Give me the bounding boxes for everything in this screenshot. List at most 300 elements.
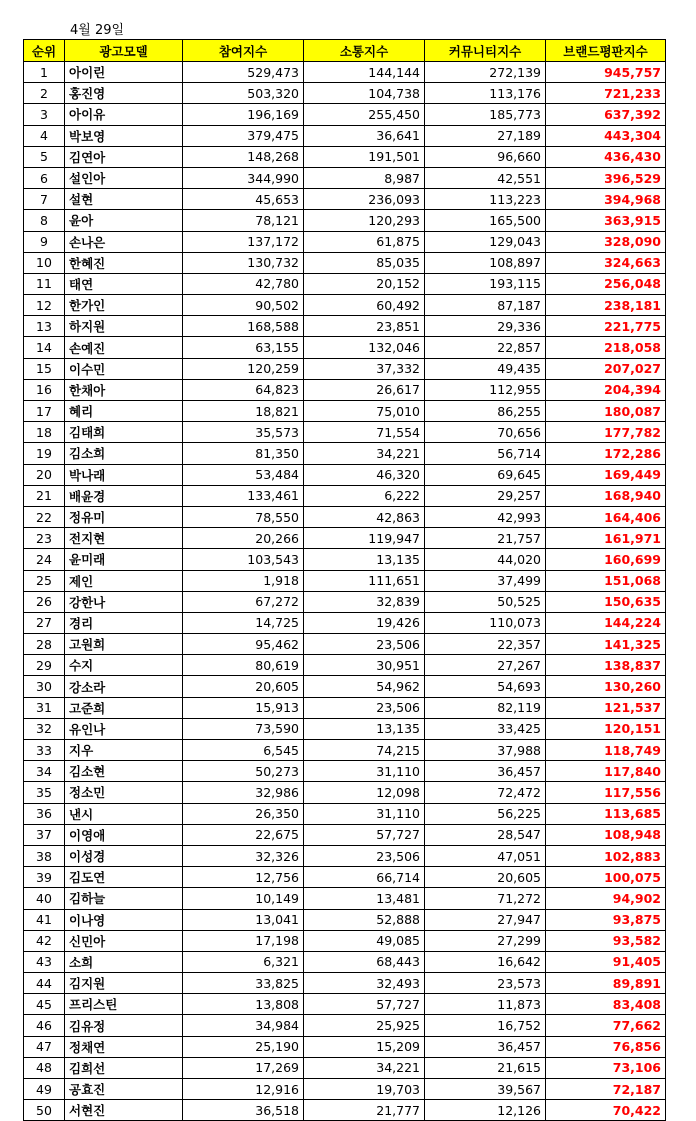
rank-cell: 9 [24,231,65,252]
model-name-cell: 김태희 [65,422,183,443]
communication-cell: 19,426 [304,612,425,633]
model-name-cell: 하지원 [65,316,183,337]
rank-cell: 14 [24,337,65,358]
communication-cell: 23,506 [304,634,425,655]
rank-cell: 5 [24,146,65,167]
table-row [24,973,666,994]
rank-cell: 1 [24,62,65,83]
participation-cell: 12,756 [183,867,304,888]
brand-score-cell: 436,430 [546,146,666,167]
model-name-cell: 이성경 [65,845,183,866]
communication-cell: 71,554 [304,422,425,443]
rank-cell: 18 [24,422,65,443]
model-name-cell: 홍진영 [65,83,183,104]
table-row [24,422,666,443]
model-name-cell: 전지현 [65,528,183,549]
communication-cell: 85,035 [304,252,425,273]
community-cell: 72,472 [425,782,546,803]
community-cell: 49,435 [425,358,546,379]
participation-cell: 6,321 [183,951,304,972]
table-row [24,401,666,422]
participation-cell: 25,190 [183,1036,304,1057]
brand-score-cell: 102,883 [546,845,666,866]
participation-cell: 64,823 [183,379,304,400]
model-name-cell: 정채연 [65,1036,183,1057]
brand-score-cell: 138,837 [546,655,666,676]
rank-cell: 49 [24,1079,65,1100]
brand-score-cell: 120,151 [546,718,666,739]
brand-score-cell: 117,556 [546,782,666,803]
model-name-cell: 지우 [65,740,183,761]
participation-cell: 33,825 [183,973,304,994]
brand-score-cell: 118,749 [546,740,666,761]
brand-score-cell: 221,775 [546,316,666,337]
table-row [24,634,666,655]
community-cell: 185,773 [425,104,546,125]
community-cell: 12,126 [425,1100,546,1121]
date-label: 4월 29일 [70,23,125,38]
participation-cell: 34,984 [183,1015,304,1036]
brand-score-cell: 113,685 [546,803,666,824]
communication-cell: 32,493 [304,973,425,994]
participation-cell: 42,780 [183,273,304,294]
participation-cell: 78,121 [183,210,304,231]
community-cell: 36,457 [425,1036,546,1057]
model-name-cell: 고원희 [65,634,183,655]
communication-cell: 8,987 [304,167,425,188]
communication-cell: 57,727 [304,824,425,845]
community-cell: 44,020 [425,549,546,570]
community-cell: 108,897 [425,252,546,273]
community-cell: 22,857 [425,337,546,358]
communication-cell: 31,110 [304,761,425,782]
communication-cell: 119,947 [304,528,425,549]
participation-cell: 18,821 [183,401,304,422]
rank-cell: 11 [24,273,65,294]
community-cell: 20,605 [425,867,546,888]
model-name-cell: 유인나 [65,718,183,739]
table-row [24,1057,666,1078]
communication-cell: 46,320 [304,464,425,485]
communication-cell: 57,727 [304,994,425,1015]
participation-cell: 13,041 [183,909,304,930]
communication-cell: 66,714 [304,867,425,888]
rank-cell: 37 [24,824,65,845]
communication-cell: 60,492 [304,295,425,316]
table-row [24,612,666,633]
brand-score-cell: 945,757 [546,62,666,83]
participation-cell: 137,172 [183,231,304,252]
table-row [24,782,666,803]
participation-cell: 344,990 [183,167,304,188]
participation-cell: 26,350 [183,803,304,824]
communication-cell: 34,221 [304,443,425,464]
communication-cell: 26,617 [304,379,425,400]
brand-score-cell: 89,891 [546,973,666,994]
rank-cell: 16 [24,379,65,400]
communication-cell: 23,851 [304,316,425,337]
participation-cell: 14,725 [183,612,304,633]
model-name-cell: 신민아 [65,930,183,951]
participation-cell: 73,590 [183,718,304,739]
model-name-cell: 박보영 [65,125,183,146]
community-cell: 29,257 [425,485,546,506]
participation-cell: 17,269 [183,1057,304,1078]
rank-cell: 32 [24,718,65,739]
model-name-cell: 손나은 [65,231,183,252]
header-community: 커뮤니티지수 [425,40,546,62]
brand-score-cell: 130,260 [546,676,666,697]
community-cell: 165,500 [425,210,546,231]
model-name-cell: 수지 [65,655,183,676]
community-cell: 71,272 [425,888,546,909]
rank-cell: 43 [24,951,65,972]
participation-cell: 67,272 [183,591,304,612]
table-row [24,867,666,888]
communication-cell: 104,738 [304,83,425,104]
community-cell: 272,139 [425,62,546,83]
communication-cell: 191,501 [304,146,425,167]
table-row [24,570,666,591]
communication-cell: 54,962 [304,676,425,697]
community-cell: 70,656 [425,422,546,443]
model-name-cell: 낸시 [65,803,183,824]
model-name-cell: 프리스틴 [65,994,183,1015]
brand-score-cell: 150,635 [546,591,666,612]
communication-cell: 23,506 [304,845,425,866]
model-name-cell: 김소현 [65,761,183,782]
model-name-cell: 태연 [65,273,183,294]
community-cell: 56,225 [425,803,546,824]
brand-score-cell: 177,782 [546,422,666,443]
participation-cell: 15,913 [183,697,304,718]
rank-cell: 10 [24,252,65,273]
communication-cell: 61,875 [304,231,425,252]
brand-score-cell: 144,224 [546,612,666,633]
model-name-cell: 박나래 [65,464,183,485]
rank-cell: 30 [24,676,65,697]
brand-score-cell: 637,392 [546,104,666,125]
communication-cell: 12,098 [304,782,425,803]
table-row [24,930,666,951]
brand-score-cell: 77,662 [546,1015,666,1036]
brand-score-cell: 164,406 [546,506,666,527]
brand-score-cell: 93,875 [546,909,666,930]
model-name-cell: 이수민 [65,358,183,379]
community-cell: 42,551 [425,167,546,188]
rank-cell: 23 [24,528,65,549]
participation-cell: 22,675 [183,824,304,845]
community-cell: 113,223 [425,189,546,210]
community-cell: 112,955 [425,379,546,400]
model-name-cell: 서현진 [65,1100,183,1121]
communication-cell: 236,093 [304,189,425,210]
table-body [24,62,666,1121]
rank-cell: 2 [24,83,65,104]
model-name-cell: 김소희 [65,443,183,464]
rank-cell: 35 [24,782,65,803]
rank-cell: 4 [24,125,65,146]
header-brand-reputation: 브랜드평판지수 [546,40,666,62]
communication-cell: 30,951 [304,655,425,676]
table-row [24,210,666,231]
table-row [24,104,666,125]
participation-cell: 32,326 [183,845,304,866]
brand-score-cell: 141,325 [546,634,666,655]
model-name-cell: 이영애 [65,824,183,845]
table-row [24,231,666,252]
communication-cell: 42,863 [304,506,425,527]
brand-score-cell: 93,582 [546,930,666,951]
table-row [24,803,666,824]
brand-score-cell: 256,048 [546,273,666,294]
community-cell: 47,051 [425,845,546,866]
participation-cell: 529,473 [183,62,304,83]
model-name-cell: 손예진 [65,337,183,358]
table-row [24,146,666,167]
rank-cell: 44 [24,973,65,994]
community-cell: 27,947 [425,909,546,930]
rank-cell: 46 [24,1015,65,1036]
community-cell: 27,267 [425,655,546,676]
rank-cell: 8 [24,210,65,231]
rank-cell: 40 [24,888,65,909]
rank-cell: 31 [24,697,65,718]
model-name-cell: 아이유 [65,104,183,125]
communication-cell: 120,293 [304,210,425,231]
participation-cell: 80,619 [183,655,304,676]
table-row [24,485,666,506]
table-row [24,295,666,316]
communication-cell: 31,110 [304,803,425,824]
table-row [24,337,666,358]
table-row [24,888,666,909]
participation-cell: 10,149 [183,888,304,909]
brand-score-cell: 117,840 [546,761,666,782]
table-row [24,379,666,400]
table-row [24,761,666,782]
participation-cell: 45,653 [183,189,304,210]
participation-cell: 81,350 [183,443,304,464]
participation-cell: 20,266 [183,528,304,549]
model-name-cell: 설현 [65,189,183,210]
community-cell: 56,714 [425,443,546,464]
community-cell: 37,499 [425,570,546,591]
participation-cell: 36,518 [183,1100,304,1121]
brand-score-cell: 161,971 [546,528,666,549]
community-cell: 27,189 [425,125,546,146]
participation-cell: 35,573 [183,422,304,443]
participation-cell: 103,543 [183,549,304,570]
rank-cell: 25 [24,570,65,591]
table-row [24,845,666,866]
community-cell: 27,299 [425,930,546,951]
brand-score-cell: 70,422 [546,1100,666,1121]
rank-cell: 22 [24,506,65,527]
brand-score-cell: 169,449 [546,464,666,485]
table-row [24,591,666,612]
model-name-cell: 고준희 [65,697,183,718]
participation-cell: 148,268 [183,146,304,167]
rank-cell: 20 [24,464,65,485]
community-cell: 23,573 [425,973,546,994]
communication-cell: 13,135 [304,718,425,739]
rank-cell: 27 [24,612,65,633]
community-cell: 113,176 [425,83,546,104]
model-name-cell: 설인아 [65,167,183,188]
participation-cell: 95,462 [183,634,304,655]
participation-cell: 6,545 [183,740,304,761]
communication-cell: 111,651 [304,570,425,591]
brand-score-cell: 172,286 [546,443,666,464]
table-row [24,62,666,83]
participation-cell: 17,198 [183,930,304,951]
rank-cell: 12 [24,295,65,316]
brand-ranking-table [23,39,666,1121]
table-row [24,167,666,188]
model-name-cell: 아이린 [65,62,183,83]
participation-cell: 130,732 [183,252,304,273]
rank-cell: 13 [24,316,65,337]
community-cell: 28,547 [425,824,546,845]
model-name-cell: 김연아 [65,146,183,167]
community-cell: 37,988 [425,740,546,761]
communication-cell: 23,506 [304,697,425,718]
rank-cell: 47 [24,1036,65,1057]
table-row [24,655,666,676]
model-name-cell: 정유미 [65,506,183,527]
model-name-cell: 소희 [65,951,183,972]
model-name-cell: 김희선 [65,1057,183,1078]
communication-cell: 32,839 [304,591,425,612]
communication-cell: 36,641 [304,125,425,146]
brand-score-cell: 168,940 [546,485,666,506]
brand-score-cell: 100,075 [546,867,666,888]
rank-cell: 29 [24,655,65,676]
header-model: 광고모델 [65,40,183,62]
participation-cell: 196,169 [183,104,304,125]
communication-cell: 20,152 [304,273,425,294]
table-row [24,994,666,1015]
communication-cell: 21,777 [304,1100,425,1121]
brand-score-cell: 443,304 [546,125,666,146]
participation-cell: 20,605 [183,676,304,697]
community-cell: 16,642 [425,951,546,972]
participation-cell: 168,588 [183,316,304,337]
model-name-cell: 정소민 [65,782,183,803]
table-row [24,189,666,210]
model-name-cell: 한채아 [65,379,183,400]
community-cell: 21,757 [425,528,546,549]
communication-cell: 132,046 [304,337,425,358]
community-cell: 82,119 [425,697,546,718]
table-row [24,273,666,294]
rank-cell: 7 [24,189,65,210]
community-cell: 16,752 [425,1015,546,1036]
brand-score-cell: 363,915 [546,210,666,231]
brand-score-cell: 76,856 [546,1036,666,1057]
participation-cell: 32,986 [183,782,304,803]
participation-cell: 13,808 [183,994,304,1015]
brand-score-cell: 83,408 [546,994,666,1015]
table-row [24,1100,666,1121]
model-name-cell: 배윤경 [65,485,183,506]
communication-cell: 52,888 [304,909,425,930]
table-row [24,316,666,337]
participation-cell: 379,475 [183,125,304,146]
model-name-cell: 윤아 [65,210,183,231]
rank-cell: 42 [24,930,65,951]
model-name-cell: 한가인 [65,295,183,316]
table-row [24,909,666,930]
rank-cell: 36 [24,803,65,824]
table-row [24,506,666,527]
header-participation: 참여지수 [183,40,304,62]
table-row [24,83,666,104]
table-row [24,697,666,718]
communication-cell: 144,144 [304,62,425,83]
rank-cell: 28 [24,634,65,655]
communication-cell: 74,215 [304,740,425,761]
table-row [24,1079,666,1100]
communication-cell: 6,222 [304,485,425,506]
header-rank: 순위 [24,40,65,62]
table-row [24,824,666,845]
rank-cell: 21 [24,485,65,506]
communication-cell: 255,450 [304,104,425,125]
rank-cell: 45 [24,994,65,1015]
rank-cell: 33 [24,740,65,761]
table-row [24,1015,666,1036]
brand-score-cell: 238,181 [546,295,666,316]
communication-cell: 68,443 [304,951,425,972]
model-name-cell: 김지원 [65,973,183,994]
rank-cell: 17 [24,401,65,422]
rank-cell: 24 [24,549,65,570]
brand-score-cell: 394,968 [546,189,666,210]
communication-cell: 37,332 [304,358,425,379]
communication-cell: 13,481 [304,888,425,909]
rank-cell: 39 [24,867,65,888]
rank-cell: 38 [24,845,65,866]
brand-score-cell: 204,394 [546,379,666,400]
rank-cell: 15 [24,358,65,379]
model-name-cell: 혜리 [65,401,183,422]
participation-cell: 1,918 [183,570,304,591]
table-row [24,125,666,146]
community-cell: 21,615 [425,1057,546,1078]
header-row [24,40,666,62]
community-cell: 87,187 [425,295,546,316]
table-row [24,740,666,761]
rank-cell: 6 [24,167,65,188]
table-row [24,528,666,549]
table-row [24,1036,666,1057]
brand-score-cell: 108,948 [546,824,666,845]
brand-score-cell: 72,187 [546,1079,666,1100]
table-row [24,549,666,570]
table-row [24,443,666,464]
brand-score-cell: 396,529 [546,167,666,188]
model-name-cell: 윤미래 [65,549,183,570]
community-cell: 29,336 [425,316,546,337]
brand-score-cell: 324,663 [546,252,666,273]
brand-score-cell: 328,090 [546,231,666,252]
rank-cell: 48 [24,1057,65,1078]
model-name-cell: 김하늘 [65,888,183,909]
community-cell: 50,525 [425,591,546,612]
participation-cell: 50,273 [183,761,304,782]
